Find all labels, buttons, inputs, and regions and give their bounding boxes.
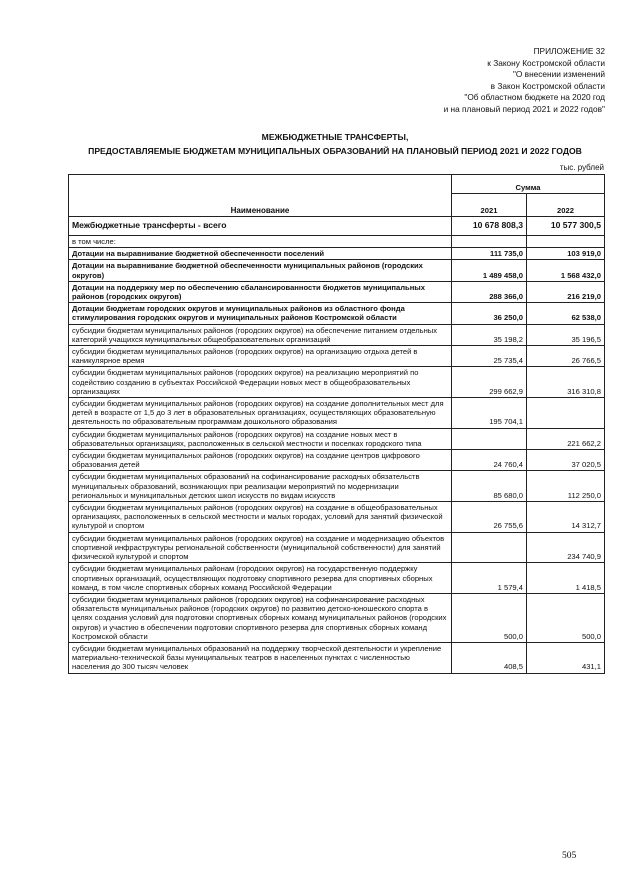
table-row: [69, 450, 605, 471]
row-name: Дотации на выравнивание бюджетной обеспеченности поселений: [69, 248, 452, 260]
row-name: субсидии бюджетам муниципальных районам (городских округов) на государственную поддержку спортивных организаций, осуществляющих подготовку спортивного резерва для спортивных сборных команд, в том числе спортивных сборных команд Российской Федерации: [69, 563, 452, 594]
table-body: [69, 217, 605, 674]
row-value-2022: 35 196,5: [527, 324, 605, 345]
row-value-2022: 62 538,0: [527, 303, 605, 324]
appendix-line: к Закону Костромской области: [487, 57, 605, 68]
column-header-2021: 2021: [452, 194, 527, 217]
row-name: Дотации на выравнивание бюджетной обеспеченности муниципальных районов (городских округов): [69, 260, 452, 281]
document-title: МЕЖБЮДЖЕТНЫЕ ТРАНСФЕРТЫ,: [261, 132, 409, 142]
column-header-name: Наименование: [69, 175, 452, 217]
row-value-2021: [452, 236, 527, 248]
page-number: 505: [562, 851, 577, 861]
row-value-2021: 1 579,4: [452, 563, 527, 594]
row-name: субсидии бюджетам муниципальных районов (городских округов) на создание и модернизацию объектов спортивной инфраструктуры региональной собственности (муниципальной собственности) для занятий физической культурой и спортом: [69, 532, 452, 563]
row-value-2021: 288 366,0: [452, 281, 527, 302]
row-name: в том числе:: [69, 236, 452, 248]
row-value-2022: 431,1: [527, 642, 605, 673]
column-header-2022: 2022: [527, 194, 605, 217]
transfers-table: [68, 174, 605, 674]
row-value-2021: 1 489 458,0: [452, 260, 527, 281]
appendix-line: "Об областном бюджете на 2020 год: [464, 92, 605, 103]
row-value-2022: 103 919,0: [527, 248, 605, 260]
table-row: [69, 248, 605, 260]
row-value-2022: 112 250,0: [527, 471, 605, 502]
row-name: субсидии бюджетам муниципальных районов (городских округов) на создание в общеобразовательных организациях, расположенных в сельской местности и малых городах, условий для занятий физической культурой и спортом: [69, 502, 452, 533]
row-value-2021: 24 760,4: [452, 450, 527, 471]
table-row: [69, 281, 605, 302]
table-row: [69, 642, 605, 673]
table-row: [69, 346, 605, 367]
row-value-2022: 1 568 432,0: [527, 260, 605, 281]
row-value-2021: 195 704,1: [452, 398, 527, 429]
column-header-sum: Сумма: [452, 175, 605, 194]
appendix-line: и на плановый период 2021 и 2022 годов": [443, 103, 605, 114]
table-row: [69, 217, 605, 236]
row-value-2022: 1 418,5: [527, 563, 605, 594]
row-value-2022: 316 310,8: [527, 367, 605, 398]
table-row: [69, 367, 605, 398]
row-value-2021: 111 735,0: [452, 248, 527, 260]
row-value-2022: [527, 398, 605, 429]
row-value-2021: [452, 532, 527, 563]
row-value-2022: 234 740,9: [527, 532, 605, 563]
row-value-2022: 500,0: [527, 593, 605, 642]
row-value-2022: 14 312,7: [527, 502, 605, 533]
row-value-2022: 216 219,0: [527, 281, 605, 302]
row-value-2021: [452, 428, 527, 449]
row-name: Дотации на поддержку мер по обеспечению сбалансированности бюджетов муниципальных районов (городских округов): [69, 281, 452, 302]
table-row: [69, 502, 605, 533]
appendix-line: ПРИЛОЖЕНИЕ 32: [533, 46, 605, 56]
row-value-2021: 408,5: [452, 642, 527, 673]
table-row: [69, 324, 605, 345]
row-value-2021: 10 678 808,3: [452, 217, 527, 236]
row-name: субсидии бюджетам муниципальных районов (городских округов) на создание новых мест в образовательных организациях, расположенных в сельской местности и поселках городского типа: [69, 428, 452, 449]
row-value-2021: 35 198,2: [452, 324, 527, 345]
row-value-2021: 36 250,0: [452, 303, 527, 324]
document-subtitle: ПРЕДОСТАВЛЯЕМЫЕ БЮДЖЕТАМ МУНИЦИПАЛЬНЫХ ОБРАЗОВАНИЙ НА ПЛАНОВЫЙ ПЕРИОД 2021 И 2022 ГОДОВ: [88, 146, 582, 156]
row-value-2022: [527, 236, 605, 248]
table-row: [69, 593, 605, 642]
row-value-2022: 26 766,5: [527, 346, 605, 367]
row-name: субсидии бюджетам муниципальных районов (городских округов) на реализацию мероприятий по содействию созданию в субъектах Российской Федерации новых мест в общеобразовательных организациях: [69, 367, 452, 398]
table-row: [69, 563, 605, 594]
units-label: тыс. рублей: [559, 163, 604, 172]
row-value-2021: 299 662,9: [452, 367, 527, 398]
row-value-2021: 25 735,4: [452, 346, 527, 367]
table-row: [69, 398, 605, 429]
appendix-header: [345, 46, 605, 116]
row-value-2021: 26 755,6: [452, 502, 527, 533]
row-value-2022: 221 662,2: [527, 428, 605, 449]
appendix-line: "О внесении изменений: [512, 69, 605, 80]
row-name: субсидии бюджетам муниципальных образований на поддержку творческой деятельности и укрепление материально-технической базы муниципальных театров в населенных пунктах с численностью населения до 300 тысяч человек: [69, 642, 452, 673]
row-name: субсидии бюджетам муниципальных районов (городских округов) на создание центров цифрового образования детей: [69, 450, 452, 471]
table-row: [69, 260, 605, 281]
table-row: [69, 303, 605, 324]
appendix-line: в Закон Костромской области: [490, 80, 605, 91]
row-name: субсидии бюджетам муниципальных районов (городских округов) на софинансирование расходных обязательств муниципальных районов (городских округов) по развитию детско-юношеского спорта в целях создания условий для подготовки спортивных сборных команд муниципальных районов (городских округов) и участию в обеспечении подготовки спортивного резерва для спортивных сборных команд Костромской области: [69, 593, 452, 642]
row-value-2021: 500,0: [452, 593, 527, 642]
row-name: субсидии бюджетам муниципальных районов (городских округов) на организацию отдыха детей в каникулярное время: [69, 346, 452, 367]
row-name: Дотации бюджетам городских округов и муниципальных районов из областного фонда стимулирования городских округов и муниципальных районов Костромской области: [69, 303, 452, 324]
row-name: субсидии бюджетам муниципальных образований на софинансирование расходных обязательств муниципальных образований, возникающих при реализации мероприятий по модернизации региональных и муниципальных детских школ искусств по видам искусств: [69, 471, 452, 502]
table-row: [69, 236, 605, 248]
row-name: Межбюджетные трансферты - всего: [69, 217, 452, 236]
row-value-2022: 10 577 300,5: [527, 217, 605, 236]
row-name: субсидии бюджетам муниципальных районов (городских округов) на обеспечение питанием отдельных категорий учащихся муниципальных общеобразовательных организаций: [69, 324, 452, 345]
row-name: субсидии бюджетам муниципальных районов (городских округов) на создание дополнительных мест для детей в возрасте от 1,5 до 3 лет в образовательных организациях, осуществляющих образовательную деятельность по образовательным программам дошкольного образования: [69, 398, 452, 429]
table-row: [69, 471, 605, 502]
row-value-2022: 37 020,5: [527, 450, 605, 471]
table-row: [69, 532, 605, 563]
row-value-2021: 85 680,0: [452, 471, 527, 502]
table-row: [69, 428, 605, 449]
